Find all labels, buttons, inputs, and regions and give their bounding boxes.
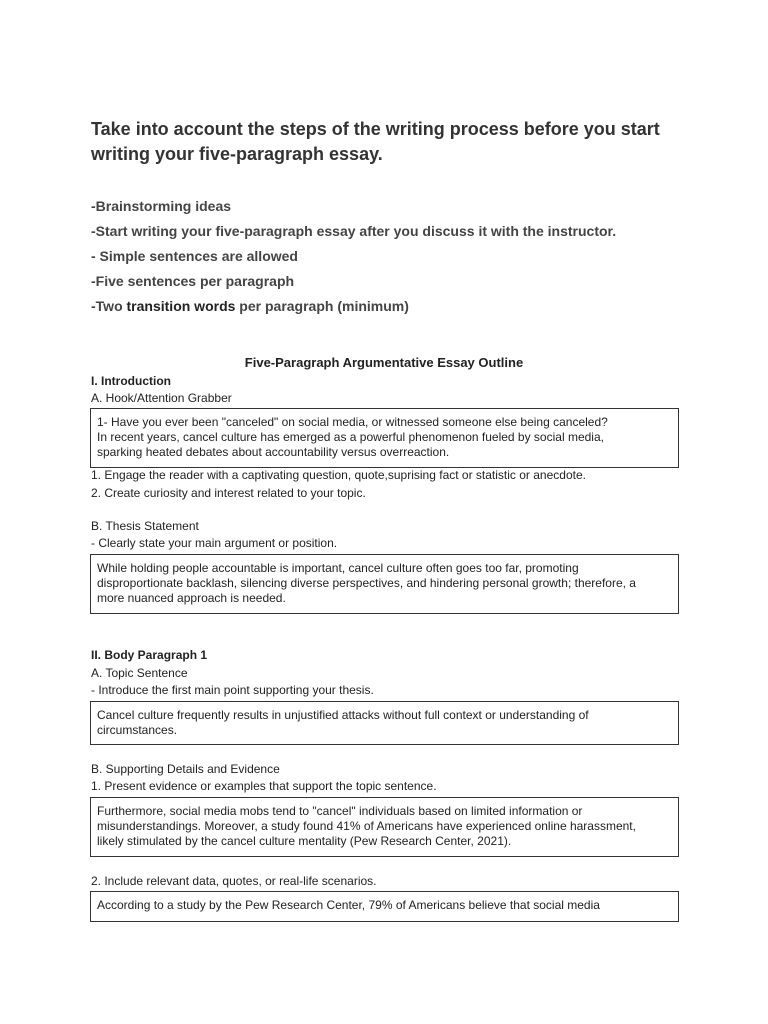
hook-label: A. Hook/Attention Grabber: [91, 391, 232, 405]
instructions-heading: [91, 117, 691, 167]
support-line: Furthermore, social media mobs tend to "cancel" individuals based on limited information or: [97, 804, 583, 818]
thesis-line: more nuanced approach is needed.: [97, 591, 286, 605]
instructions-heading-line: writing your five-paragraph essay.: [91, 144, 383, 164]
thesis-label: B. Thesis Statement: [91, 519, 199, 533]
thesis-line: While holding people accountable is important, cancel culture often goes too far, promoting: [97, 561, 579, 575]
instructions-heading-line: Take into account the steps of the writing process before you start: [91, 119, 660, 139]
section-heading-introduction: I. Introduction: [91, 374, 171, 388]
step-item: -Brainstorming ideas: [91, 198, 232, 214]
thesis-box: [90, 554, 679, 614]
thesis-line: disproportionate backlash, silencing diverse perspectives, and hindering personal growth; therefore, a: [97, 576, 636, 590]
step-suffix: per paragraph (minimum): [235, 298, 409, 314]
writing-steps-list: [91, 196, 711, 321]
step-item: - Simple sentences are allowed: [91, 248, 298, 264]
step-item: [91, 296, 711, 321]
topic-label: A. Topic Sentence: [91, 666, 188, 680]
support-line: likely stimulated by the cancel culture mentality (Pew Research Center, 2021).: [97, 834, 512, 848]
hook-tip: 2. Create curiosity and interest related to your topic.: [91, 486, 366, 500]
data-line: According to a study by the Pew Research Center, 79% of Americans believe that social media: [97, 898, 600, 912]
step-prefix: -Two: [91, 298, 127, 314]
hook-line: 1- Have you ever been "canceled" on social media, or witnessed someone else being canceled?: [97, 415, 608, 429]
hook-box: [90, 408, 679, 468]
step-emphasis: transition words: [126, 298, 236, 314]
step-item: -Start writing your five-paragraph essay after you discuss it with the instructor.: [91, 223, 617, 239]
outline-title: Five-Paragraph Argumentative Essay Outline: [244, 355, 524, 370]
hook-tip: 1. Engage the reader with a captivating question, quote,suprising fact or statistic or anecdote.: [91, 468, 586, 482]
topic-line: Cancel culture frequently results in unjustified attacks without full context or understanding of: [97, 708, 589, 722]
topic-line: circumstances.: [97, 723, 178, 737]
hook-line: sparking heated debates about accountability versus overreaction.: [97, 445, 450, 459]
step-item: -Five sentences per paragraph: [91, 273, 295, 289]
support-tip: 1. Present evidence or examples that support the topic sentence.: [91, 779, 437, 793]
topic-box: [90, 701, 679, 745]
thesis-tip: - Clearly state your main argument or position.: [91, 536, 338, 550]
data-tip: 2. Include relevant data, quotes, or real-life scenarios.: [91, 874, 377, 888]
support-box: [90, 797, 679, 857]
support-label: B. Supporting Details and Evidence: [91, 762, 280, 776]
section-heading-body-1: II. Body Paragraph 1: [91, 648, 208, 662]
hook-line: In recent years, cancel culture has emerged as a powerful phenomenon fueled by social media,: [97, 430, 604, 444]
data-box: [90, 891, 679, 922]
topic-tip: - Introduce the first main point supporting your thesis.: [91, 683, 374, 697]
support-line: misunderstandings. Moreover, a study found 41% of Americans have experienced online harassment,: [97, 819, 636, 833]
